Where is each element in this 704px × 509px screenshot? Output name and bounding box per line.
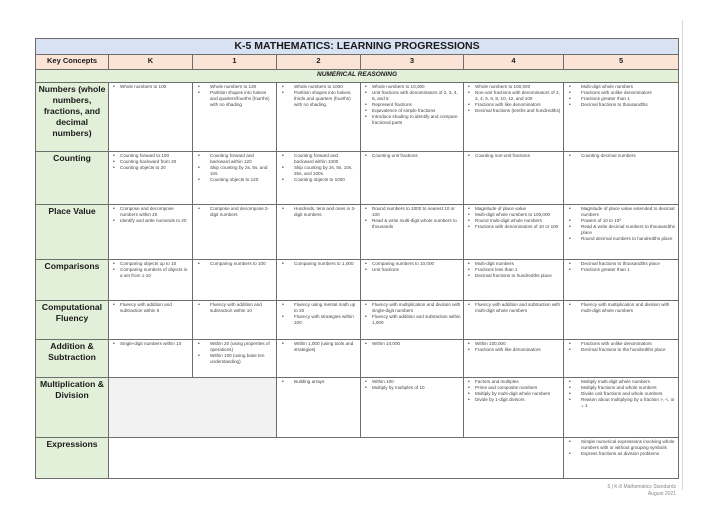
bullet-item: • Partition shapes into halves, thirds and quarters (fourths) with no shading [294,90,358,108]
bullet-list [111,261,190,279]
bullet-item: • Magnitude of place value extended to decimal numbers [581,206,676,218]
bullet-item: • Read & write decimal numbers to thousandths place [581,224,676,236]
bullet-list [363,379,461,391]
bullet-list [111,341,190,347]
bullet-list [363,206,461,230]
bullet-item: • Whole numbers to 100 [120,84,190,90]
bullet-list [466,153,561,159]
empty-cell [109,438,564,479]
bullet-item: • Identify and write numerals to 20 [120,218,190,224]
key-concept-label: Addition & Subtraction [36,340,109,378]
bullet-item: • Non-unit fractions with denominators of 2, 3, 4, 5, 6, 8, 10, 12, and 100 [475,90,561,102]
bullet-item: • Introduce shading to identify and compare fractional parts [372,114,461,126]
bullet-item: • Whole numbers to 120 [210,84,274,90]
bullet-list [566,153,676,159]
grade-cell [277,205,361,260]
grade-cell [193,301,277,340]
table-row [36,152,679,205]
bullet-list [566,84,676,108]
bullet-item: • Multiply multi-digit whole numbers [581,379,676,385]
bullet-list [466,261,561,279]
bullet-item: • Powers of 10 to 10³ [581,218,676,224]
bullet-item: • Whole numbers to 10,000 [372,84,461,90]
bullet-item: • Round decimal numbers to hundredths place [581,236,676,242]
bullet-list [195,84,274,108]
grade-cell [277,83,361,152]
bullet-item: • Compose and decompose numbers within 20 [120,206,190,218]
bullet-item: • Skip counting by 2s, 5s, and 10s [210,165,274,177]
bullet-item: • Compose and decompose 2-digit numbers [210,206,274,218]
key-concept-label: Computational Fluency [36,301,109,340]
bullet-item: • Decimal fractions to hundredths place [475,273,561,279]
bullet-item: • Within 20 (using properties of operations) [210,341,274,353]
grade-cell [109,260,193,301]
bullet-item: • Round multi-digit whole numbers [475,218,561,224]
grade-cell [277,260,361,301]
bullet-item: • Multiply by multi-digit whole numbers [475,391,561,397]
bullet-list [279,302,358,326]
grade-cell [109,205,193,260]
bullet-item: • Counting backward from 20 [120,159,190,165]
table-row [36,205,679,260]
bullet-item: • Magnitude of place value [475,206,561,212]
bullet-item: • Comparing numbers to 10,000 [372,261,461,267]
bullet-item: • Comparing numbers to 100 [210,261,274,267]
grade-cell [564,260,679,301]
table-row [36,301,679,340]
bullet-list [566,302,676,314]
column-header-2: 2 [277,55,361,70]
bullet-item: • Prime and composite numbers [475,385,561,391]
bullet-item: • Factors and multiples [475,379,561,385]
bullet-item: • Multi-digit numbers [475,261,561,267]
grade-cell [109,340,193,378]
empty-cell [109,378,277,438]
table-row [36,438,679,479]
bullet-item: • Equivalence of simple fractions [372,108,461,114]
grade-cell [464,260,564,301]
grade-cell [464,152,564,205]
bullet-list [111,153,190,171]
bullet-item: • Unit fractions [372,267,461,273]
footer-page-label: 5 | K-8 Mathematics Standards [607,484,676,490]
bullet-item: • Counting unit fractions [372,153,461,159]
bullet-item: • Within 10,000 [372,341,461,347]
grade-cell [361,378,464,438]
key-concept-label: Numbers (whole numbers, fractions, and decimal numbers) [36,83,109,152]
grade-cell [564,378,679,438]
bullet-item: • Building arrays [294,379,358,385]
grade-cell [361,205,464,260]
column-header-5: 5 [564,55,679,70]
grade-cell [361,340,464,378]
bullet-item: • Comparing objects up to 10 [120,261,190,267]
footer-date: August 2021 [647,491,676,497]
bullet-list [466,302,561,314]
grade-cell [277,378,361,438]
column-header-4: 4 [464,55,564,70]
bullet-list [466,341,561,353]
bullet-item: • Fractions with like denominators [475,347,561,353]
bullet-list [566,206,676,242]
grade-cell [193,205,277,260]
bullet-list [111,84,190,90]
bullet-list [466,206,561,230]
bullet-item: • Counting decimal numbers [581,153,676,159]
bullet-item: • Hundreds, tens and ones in 3-digit numbers [294,206,358,218]
grade-cell [193,340,277,378]
bullet-item: • Express fractions as division problems [581,451,676,457]
title-row [36,39,679,55]
bullet-list [466,379,561,403]
grade-cell [109,301,193,340]
table-row [36,340,679,378]
grade-cell [361,301,464,340]
header-row [36,55,679,70]
bullet-item: • Reason about multiplying by a fraction >, <, or = 1 [581,397,676,409]
bullet-list [111,302,190,314]
page-edge [682,20,683,490]
grade-cell [193,260,277,301]
bullet-list [195,206,274,218]
section-label: NUMERICAL REASONING [36,70,679,83]
bullet-item: • Skip counting by 2s, 5s, 10s, 25s, and 100s [294,165,358,177]
bullet-item: • Decimal fractions to the hundredths place [581,347,676,353]
bullet-list [566,379,676,409]
bullet-item: • Multi-digit whole numbers [581,84,676,90]
bullet-list [466,84,561,114]
bullet-item: • Decimal fractions to thousandths place [581,261,676,267]
bullet-item: • Fluency with strategies within 100 [294,314,358,326]
bullet-item: • Multiply fractions and whole numbers [581,385,676,391]
grade-cell [109,152,193,205]
bullet-item: • Divide by 1-digit divisors [475,397,561,403]
grade-cell [193,152,277,205]
bullet-item: • Counting non-unit fractions [475,153,561,159]
bullet-item: • Decimal fractions (tenths and hundredths) [475,108,561,114]
key-concept-label: Multiplication & Division [36,378,109,438]
bullet-item: • Counting forward and backward within 120 [210,153,274,165]
grade-cell [564,340,679,378]
column-header-k: K [109,55,193,70]
column-header-3: 3 [361,55,464,70]
bullet-item: • Counting objects to 20 [120,165,190,171]
grade-cell [464,378,564,438]
grade-cell [361,83,464,152]
bullet-list [363,84,461,126]
bullet-item: • Divide unit fractions and whole numbers [581,391,676,397]
bullet-item: • Read & write multi-digit whole numbers to thousands [372,218,461,230]
bullet-list [195,153,274,183]
column-header-key-concepts: Key Concepts [36,55,109,70]
bullet-list [363,302,461,326]
table-title: K-5 MATHEMATICS: LEARNING PROGRESSIONS [36,39,679,55]
grade-cell [464,301,564,340]
bullet-list [566,439,676,457]
bullet-item: • Unit fractions with denominators of 2, 3, 4, 6, and 8 [372,90,461,102]
bullet-item: • Comparing numbers to 1,000 [294,261,358,267]
bullet-item: • Comparing numbers of objects in a set from 1-10 [120,267,190,279]
grade-cell [277,152,361,205]
bullet-item: • Fluency with addition and subtraction with multi-digit whole numbers [475,302,561,314]
bullet-item: • Fractions with unlike denominators [581,341,676,347]
bullet-item: • Whole numbers to 1000 [294,84,358,90]
grade-cell [464,205,564,260]
key-concept-label: Counting [36,152,109,205]
bullet-item: • Counting objects to 1000 [294,177,358,183]
bullet-item: • Counting forward to 100 [120,153,190,159]
bullet-list [363,341,461,347]
grade-cell [277,340,361,378]
bullet-item: • Fluency with multiplication and division with single-digit numbers [372,302,461,314]
grade-cell [464,340,564,378]
bullet-item: • Fractions greater than 1 [581,96,676,102]
table-row [36,260,679,301]
bullet-list [279,153,358,183]
bullet-list [195,261,274,267]
bullet-item: • Fractions with like denominators [475,102,561,108]
bullet-list [363,153,461,159]
grade-cell [564,301,679,340]
bullet-list [279,379,358,385]
bullet-item: • Within 100 [372,379,461,385]
grade-cell [109,83,193,152]
bullet-item: • Within 1,000 (using tools and strategies) [294,341,358,353]
bullet-item: • Fluency with addition and subtraction within 10 [210,302,274,314]
bullet-item: • Fluency with addition and subtraction within 5 [120,302,190,314]
column-header-1: 1 [193,55,277,70]
grade-cell [564,83,679,152]
bullet-item: • Fluency using mental math up to 20 [294,302,358,314]
bullet-list [566,261,676,273]
bullet-item: • Fractions less than 1 [475,267,561,273]
learning-progressions-table [35,38,679,479]
bullet-item: • Partition shapes into halves and quarters/fourths (fourths) with no shading [210,90,274,108]
bullet-list [195,341,274,365]
grade-cell [464,83,564,152]
bullet-item: • Multi-digit whole numbers to 100,000 [475,212,561,218]
section-row [36,70,679,83]
grade-cell [564,152,679,205]
bullet-list [566,341,676,353]
key-concept-label: Place Value [36,205,109,260]
grade-cell [193,83,277,152]
bullet-item: • Fluency with addition and subtraction within 1,000 [372,314,461,326]
bullet-item: • Within 100 (using base ten understanding) [210,353,274,365]
bullet-item: • Represent fractions [372,102,461,108]
bullet-item: • Decimal fractions to thousandths [581,102,676,108]
bullet-list [195,302,274,314]
key-concept-label: Comparisons [36,260,109,301]
bullet-item: • Simple numerical expressions involving whole numbers with or without grouping symbols [581,439,676,451]
bullet-item: • Within 100,000 [475,341,561,347]
bullet-list [279,84,358,108]
table-row [36,378,679,438]
bullet-list [279,261,358,267]
grade-cell [361,260,464,301]
bullet-list [363,261,461,273]
bullet-item: • Multiply by multiples of 10 [372,385,461,391]
grade-cell [564,438,679,479]
bullet-item: • Single-digit numbers within 10 [120,341,190,347]
table-body [36,83,679,479]
bullet-list [279,206,358,218]
bullet-item: • Fractions greater than 1 [581,267,676,273]
grade-cell [564,205,679,260]
page-footer [607,484,676,498]
bullet-list [111,206,190,224]
bullet-item: • Fractions with unlike denominators [581,90,676,96]
grade-cell [277,301,361,340]
bullet-item: • Counting objects to 120 [210,177,274,183]
bullet-item: • Whole numbers to 100,000 [475,84,561,90]
bullet-list [279,341,358,353]
bullet-item: • Fluency with multiplication and division with multi-digit whole numbers [581,302,676,314]
bullet-item: • Counting forward and backward within 1000 [294,153,358,165]
bullet-item: • Round numbers to 1000 to nearest 10 or 100 [372,206,461,218]
key-concept-label: Expressions [36,438,109,479]
grade-cell [361,152,464,205]
bullet-item: • Fractions with denominators of 10 or 100 [475,224,561,230]
table-row [36,83,679,152]
